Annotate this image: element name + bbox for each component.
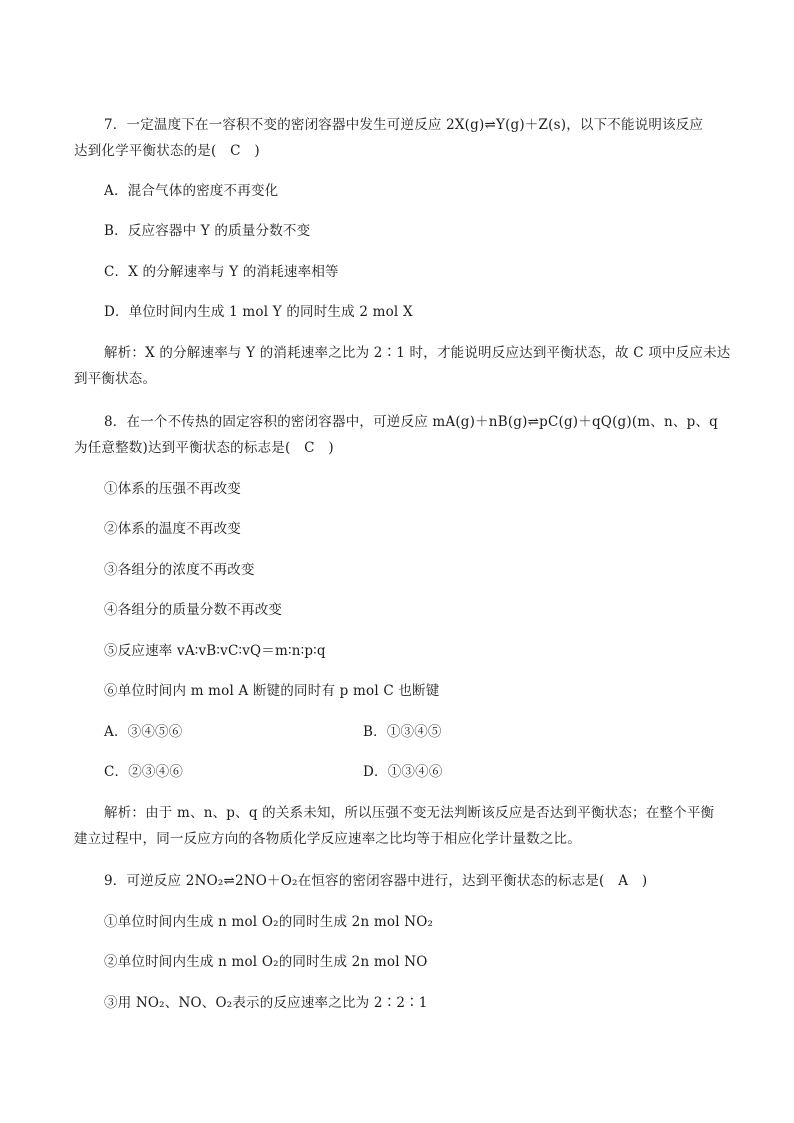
q8-stem-line1: 8．在一个不传热的固定容积的密闭容器中，可逆反应 mA(g)＋nB(g)⇌pC(g)＋qQ(g)(m、n、p、q (104, 414, 718, 430)
q9-item-2: ②单位时间内生成 n mol O₂的同时生成 2n mol NO (104, 954, 428, 970)
q7-analysis-line2: 到平衡状态。 (74, 371, 157, 387)
q8-item-2: ②体系的温度不再改变 (104, 521, 241, 537)
q7-option-d: D．单位时间内生成 1 mol Y 的同时生成 2 mol X (104, 304, 413, 320)
q8-item-4: ④各组分的质量分数不再改变 (104, 602, 283, 618)
q8-item-6: ⑥单位时间内 m mol A 断键的同时有 p mol C 也断键 (104, 683, 440, 699)
q8-item-1: ①体系的压强不再改变 (104, 481, 241, 497)
q9-item-3: ③用 NO₂、NO、O₂表示的反应速率之比为 2∶2∶1 (104, 995, 428, 1011)
q7-stem-line2: 达到化学平衡状态的是( C ) (74, 143, 260, 159)
q7-analysis-line1: 解析：X 的分解速率与 Y 的消耗速率之比为 2∶1 时，才能说明反应达到平衡状态，故 C 项中反应未达 (104, 345, 731, 361)
q7-option-c: C．X 的分解速率与 Y 的消耗速率相等 (104, 264, 339, 280)
q8-option-a: A．③④⑤⑥ (104, 724, 183, 740)
q8-stem-line2: 为任意整数)达到平衡状态的标志是( C ) (74, 440, 334, 456)
q9-stem-line1: 9．可逆反应 2NO₂⇌2NO＋O₂在恒容的密闭容器中进行，达到平衡状态的标志是( A ) (104, 873, 648, 889)
q7-stem-line1: 7．一定温度下在一容积不变的密闭容器中发生可逆反应 2X(g)⇌Y(g)＋Z(s)，以下不能说明该反应 (104, 117, 704, 133)
q7-option-a: A．混合气体的密度不再变化 (104, 183, 279, 199)
q9-item-1: ①单位时间内生成 n mol O₂的同时生成 2n mol NO₂ (104, 914, 434, 930)
q8-analysis-line1: 解析：由于 m、n、p、q 的关系未知，所以压强不变无法判断该反应是否达到平衡状态；在整个平衡 (104, 805, 715, 821)
q7-option-b: B．反应容器中 Y 的质量分数不变 (104, 223, 311, 239)
q8-analysis-line2: 建立过程中，同一反应方向的各物质化学反应速率之比均等于相应化学计量数之比。 (74, 831, 581, 847)
q8-item-3: ③各组分的浓度不再改变 (104, 562, 255, 578)
q8-item-5: ⑤反应速率 vA∶vB∶vC∶vQ＝m∶n∶p∶q (104, 643, 326, 659)
q8-option-c: C．②③④⑥ (104, 764, 184, 780)
q8-option-d: D．①③④⑥ (363, 764, 443, 780)
q8-option-b: B．①③④⑤ (363, 724, 442, 740)
